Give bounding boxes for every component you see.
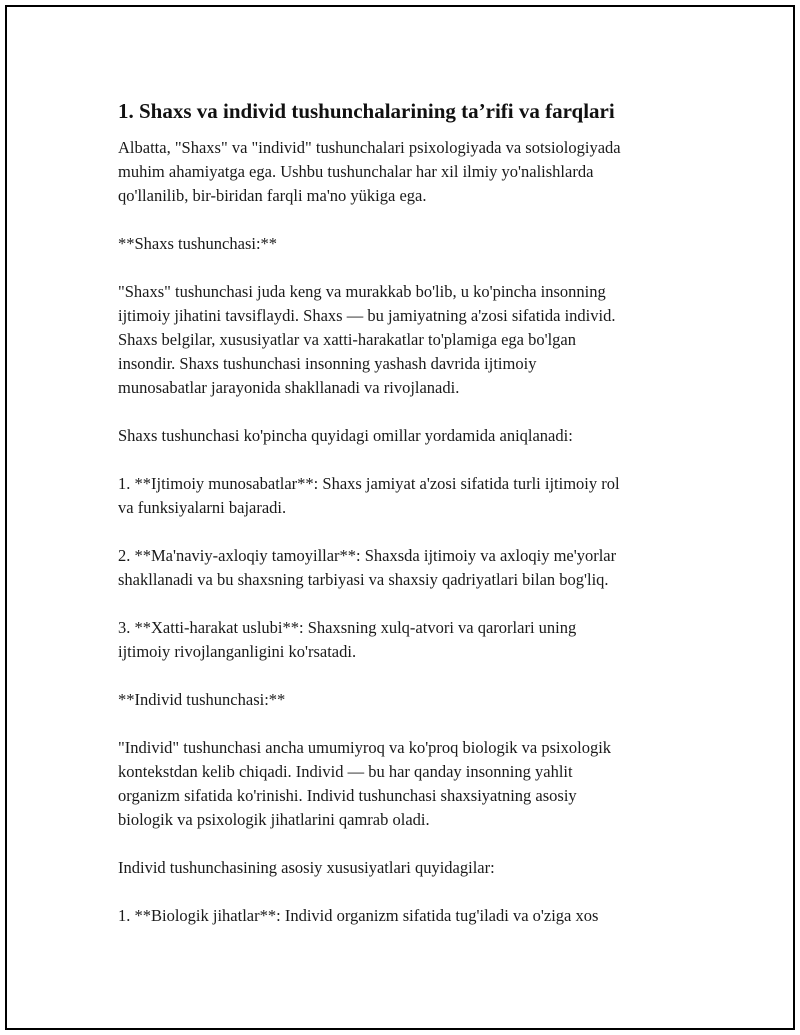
paragraph-shaxs-definition: "Shaxs" tushunchasi juda keng va murakkab bo'lib, u ko'pincha insonning ijtimoiy jihatini tavsiflaydi. Shaxs — bu jamiyatning a'zosi sifatida individ. Shaxs belgilar, xususiyatlar va xatti-harakatlar to'plamiga ega bo'lgan insondir. Shaxs tushunchasi insonning yashash davrida ijtimoiy munosabatlar jarayonida shakllanadi va rivojlanadi. xyxy=(118,282,616,397)
paragraph-individ-definition: "Individ" tushunchasi ancha umumiyroq va ko'proq biologik va psixologik kontekstdan kelib chiqadi. Individ — bu har qanday insonning yahlit organizm sifatida ko'rinishi. Individ tushunchasi shaxsiyatning asosiy biologik va psixologik jihatlarini qamrab oladi. xyxy=(118,738,612,829)
list-item-biologik: 1. **Biologik jihatlar**: Individ organizm sifatida tug'iladi va o'ziga xos xyxy=(118,906,599,925)
list-item-manaviy: 2. **Ma'naviy-axloqiy tamoyillar**: Shaxsda ijtimoiy va axloqiy me'yorlar shakllanadi va bu shaxsning tarbiyasi va shaxsiy qadriyatlari bilan bog'liq. xyxy=(118,546,617,589)
document-page xyxy=(5,5,795,1030)
paragraph-individ-heading: **Individ tushunchasi:** xyxy=(118,690,286,709)
list-item-ijtimoiy: 1. **Ijtimoiy munosabatlar**: Shaxs jamiyat a'zosi sifatida turli ijtimoiy rol va funksiyalarni bajaradi. xyxy=(118,474,620,517)
document-content xyxy=(118,97,698,952)
list-item-xatti-harakat: 3. **Xatti-harakat uslubi**: Shaxsning xulq-atvori va qarorlari uning ijtimoiy rivojlanganligini ko'rsatadi. xyxy=(118,618,577,661)
paragraph-shaxs-factors-intro: Shaxs tushunchasi ko'pincha quyidagi omillar yordamida aniqlanadi: xyxy=(118,426,573,445)
document-heading: 1. Shaxs va individ tushunchalarining ta’rifi va farqlari xyxy=(118,99,615,123)
paragraph-intro: Albatta, "Shaxs" va "individ" tushunchalari psixologiyada va sotsiologiyada muhim ahamiyatga ega. Ushbu tushunchalar har xil ilmiy yo'nalishlarda qo'llanilib, bir-biridan farqli ma'no yükiga ega. xyxy=(118,138,621,205)
paragraph-shaxs-heading: **Shaxs tushunchasi:** xyxy=(118,234,278,253)
paragraph-individ-features-intro: Individ tushunchasining asosiy xususiyatlari quyidagilar: xyxy=(118,858,495,877)
